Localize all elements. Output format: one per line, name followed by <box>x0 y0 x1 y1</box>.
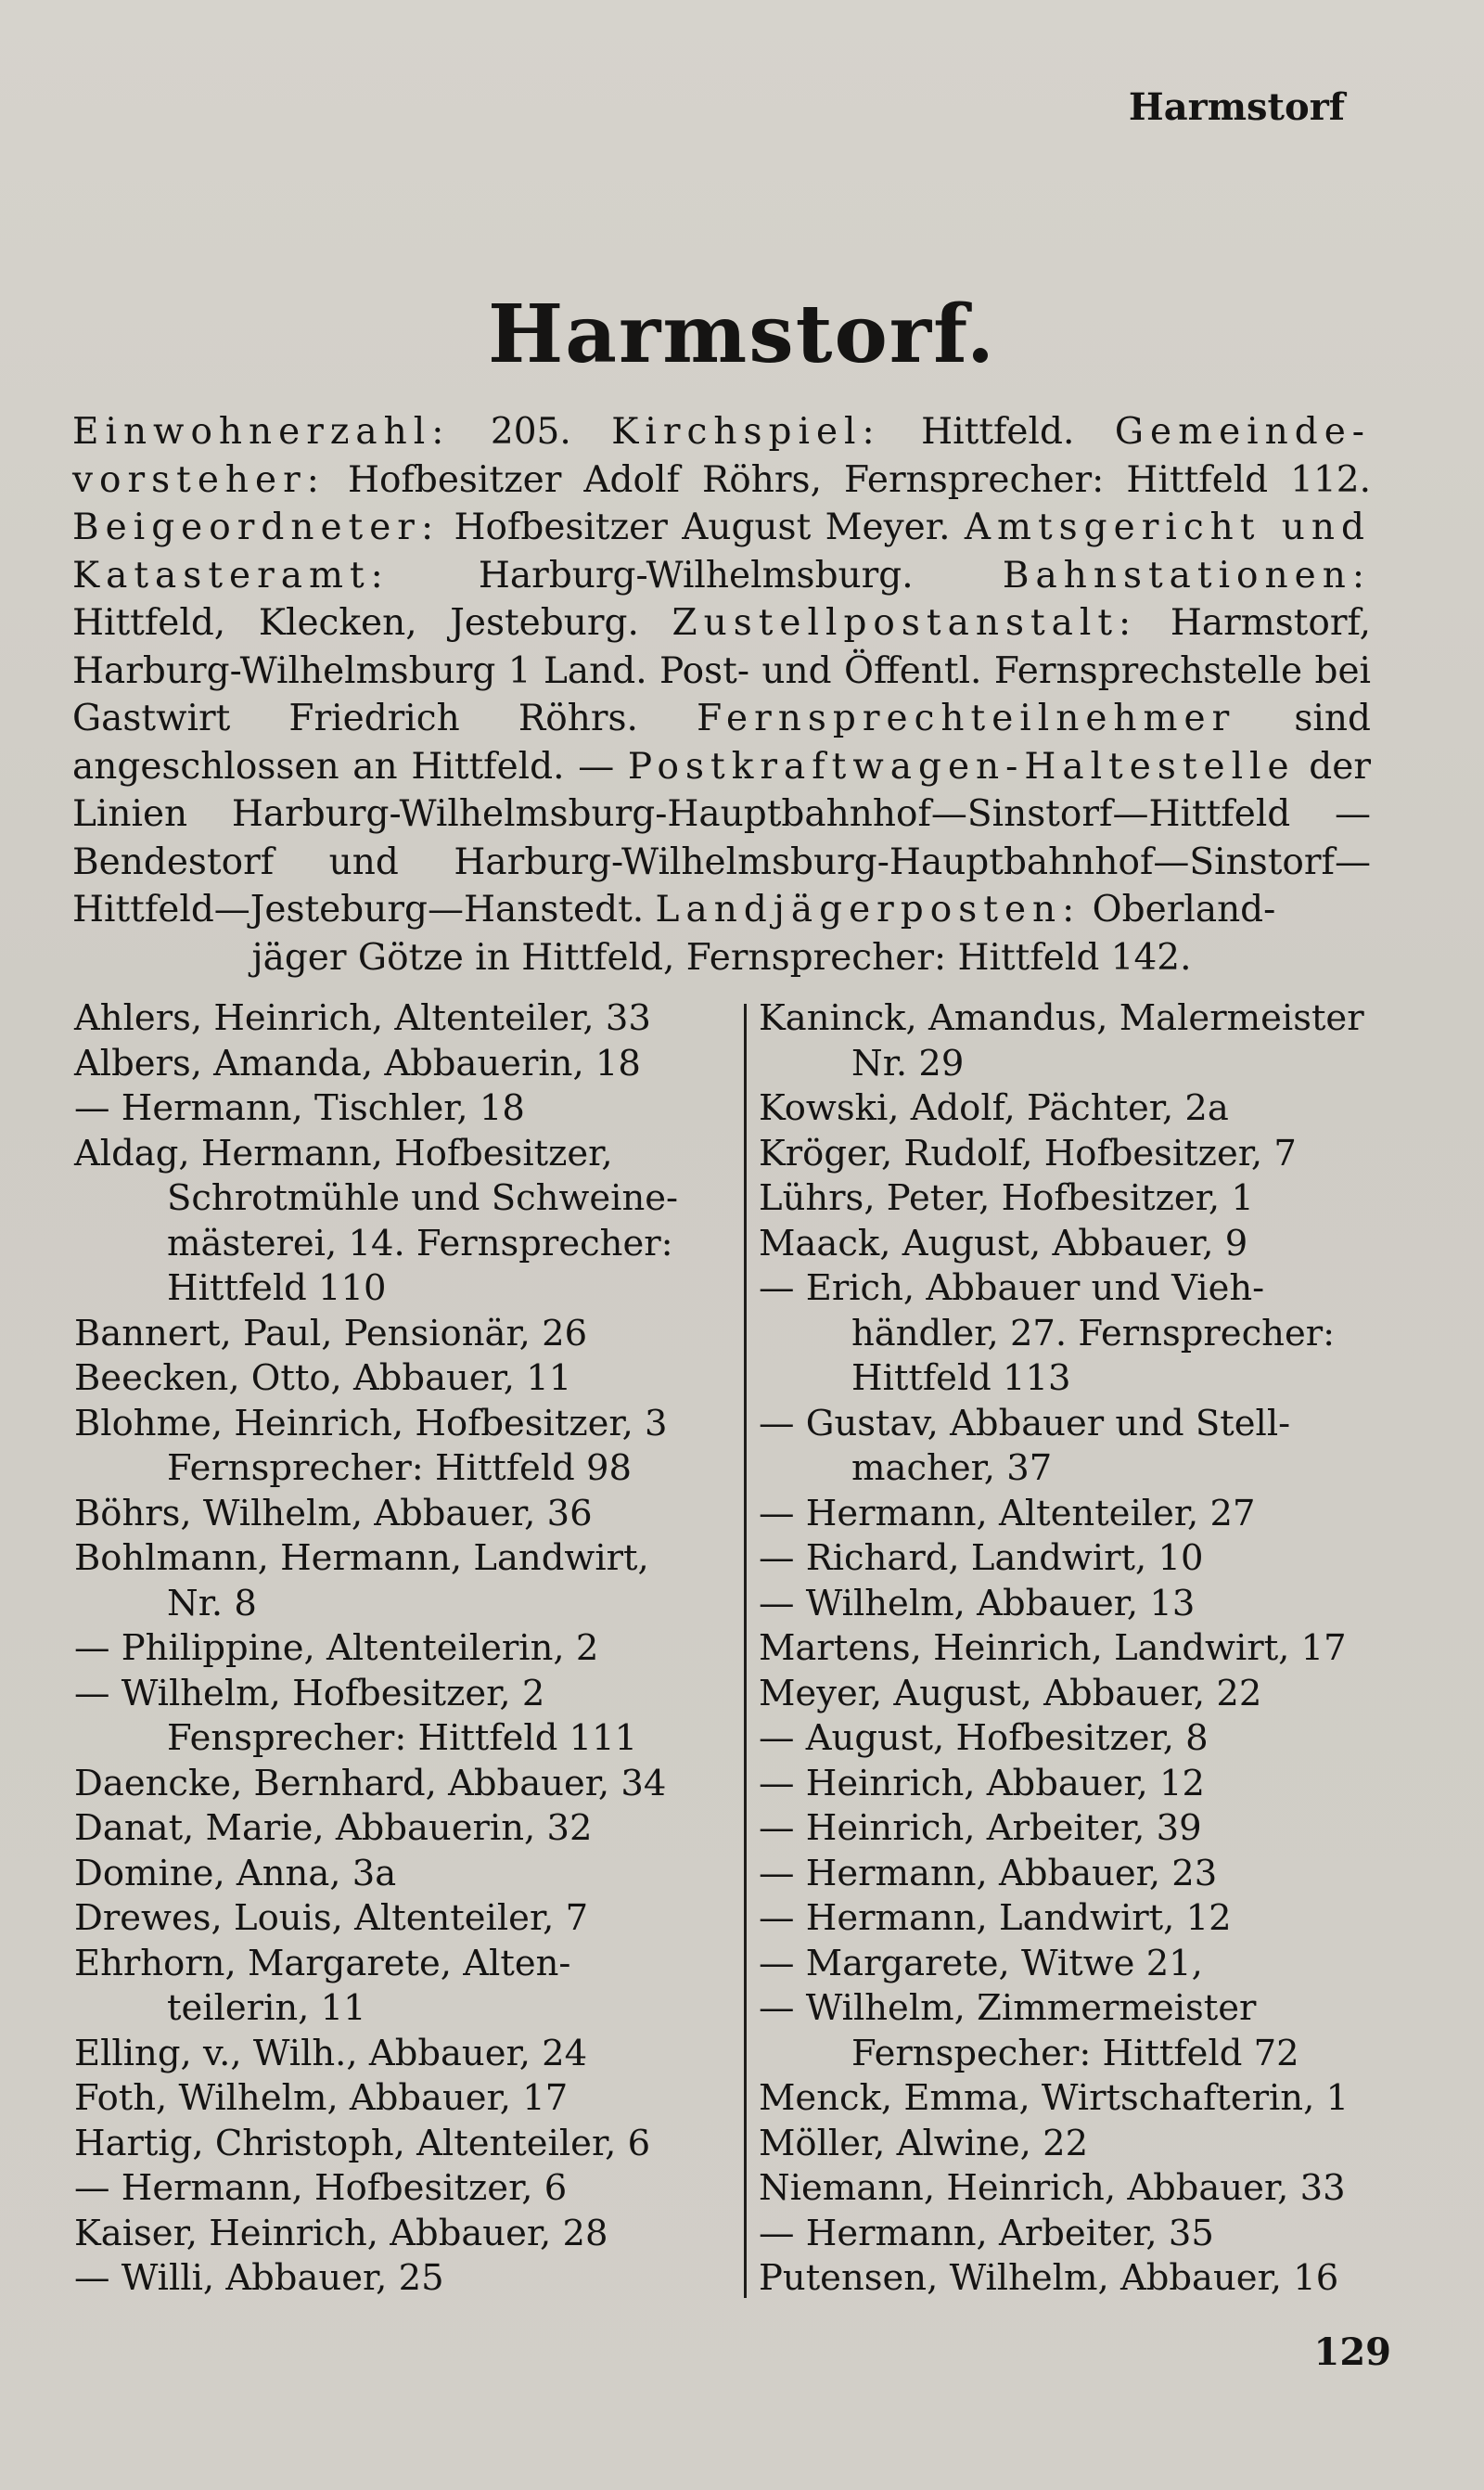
directory-entry <box>74 1356 723 1402</box>
entry-line: — Philippine, Altenteilerin, 2 <box>74 1627 599 1669</box>
directory-entry <box>74 1762 723 1807</box>
entry-line: — Hermann, Tischler, 18 <box>74 1087 525 1129</box>
directory-entry <box>74 2032 723 2077</box>
intro-text: jäger Götze in Hittfeld, Fernsprecher: Hittfeld 142. <box>251 936 1192 979</box>
intro-keyword: Gemeinde-vorsteher: <box>72 411 1371 501</box>
intro-text: sind angeschlossen an Hittfeld. — <box>72 698 1371 788</box>
directory-entry <box>759 1132 1408 1177</box>
directory-entry <box>759 1716 1408 1762</box>
entry-line: — Margarete, Witwe 21, <box>759 1942 1203 1984</box>
entry-line: — Erich, Abbauer und Vieh- <box>759 1267 1265 1309</box>
entry-line: Albers, Amanda, Abbauerin, 18 <box>74 1042 641 1085</box>
directory-entry <box>759 2212 1408 2257</box>
intro-keyword: Postkraftwagen-Haltestelle <box>627 745 1296 788</box>
entry-line: — Hermann, Altenteiler, 27 <box>759 1492 1256 1534</box>
directory-entry <box>759 1402 1408 1492</box>
entry-line: Martens, Heinrich, Landwirt, 17 <box>759 1627 1347 1669</box>
directory-entry <box>759 1222 1408 1267</box>
entry-line: — Wilhelm, Hofbesitzer, 2 <box>74 1672 545 1714</box>
entry-continuation: Hittfeld 113 <box>851 1357 1071 1399</box>
directory-entry <box>74 1492 723 1537</box>
directory-entry <box>74 1132 723 1312</box>
directory-entry <box>74 1042 723 1087</box>
entry-line: Blohme, Heinrich, Hofbesitzer, 3 <box>74 1402 668 1444</box>
intro-text: Harmstorf, Harburg-Wilhelmsburg 1 Land. Post- und Öffentl. Fernsprechstelle bei Gastwirt Friedrich Röhrs. <box>72 602 1371 739</box>
directory-entry <box>759 2076 1408 2122</box>
directory-entry <box>74 2212 723 2257</box>
directory-entry <box>759 1896 1408 1942</box>
page-number: 129 <box>1313 2330 1391 2374</box>
entry-line: — Hermann, Abbauer, 23 <box>759 1852 1218 1894</box>
entry-line: Meyer, August, Abbauer, 22 <box>759 1672 1262 1714</box>
entry-line: Bannert, Paul, Pensionär, 26 <box>74 1312 588 1354</box>
entry-line: Menck, Emma, Wirtschafterin, 1 <box>759 2077 1350 2119</box>
entry-line: Maack, August, Abbauer, 9 <box>759 1222 1248 1264</box>
directory-entry <box>759 1536 1408 1582</box>
entry-continuation: händler, 27. Fernsprecher: <box>851 1312 1336 1354</box>
directory-entry <box>74 1536 723 1626</box>
entry-line: Putensen, Wilhelm, Abbauer, 16 <box>759 2257 1339 2299</box>
entry-line: — Heinrich, Arbeiter, 39 <box>759 1807 1202 1849</box>
directory-entry <box>759 1942 1408 1987</box>
entry-line: Drewes, Louis, Altenteiler, 7 <box>74 1897 589 1939</box>
entry-continuation: Fernspecher: Hittfeld 72 <box>851 2032 1299 2074</box>
directory-entry <box>759 2166 1408 2212</box>
entry-line: Domine, Anna, 3a <box>74 1852 397 1894</box>
directory-entry <box>74 1806 723 1852</box>
left-column <box>74 996 723 2302</box>
entry-continuation: Fernsprecher: Hittfeld 98 <box>167 1447 632 1489</box>
intro-text: Oberland- <box>1081 889 1276 931</box>
directory-entry <box>74 1852 723 1897</box>
directory-entry <box>74 2166 723 2212</box>
directory-entry <box>74 1402 723 1492</box>
entry-line: — Heinrich, Abbauer, 12 <box>759 1762 1206 1804</box>
directory-entry <box>759 1582 1408 1627</box>
intro-line-0 <box>72 408 1371 934</box>
entry-line: — Willi, Abbauer, 25 <box>74 2257 444 2299</box>
intro-keyword: Zustellpostanstalt: <box>672 602 1138 644</box>
entry-line: Möller, Alwine, 22 <box>759 2122 1089 2164</box>
directory-entry <box>74 996 723 1042</box>
entry-line: Kaninck, Amandus, Malermeister <box>759 997 1364 1039</box>
intro-keyword: Fernsprechteilnehmer <box>697 698 1236 739</box>
entry-continuation: Nr. 8 <box>167 1582 257 1624</box>
entry-line: Ehrhorn, Margarete, Alten- <box>74 1942 571 1984</box>
entry-line: Beecken, Otto, Abbauer, 11 <box>74 1357 572 1399</box>
entry-continuation: Fensprecher: Hittfeld 111 <box>167 1717 638 1759</box>
directory-entry <box>74 2122 723 2167</box>
entry-line: Aldag, Hermann, Hofbesitzer, <box>74 1132 613 1174</box>
directory-entry <box>759 1762 1408 1807</box>
entry-line: Foth, Wilhelm, Abbauer, 17 <box>74 2077 569 2119</box>
entry-continuation: macher, 37 <box>851 1447 1053 1489</box>
directory-entry <box>759 1626 1408 1672</box>
directory-entry <box>759 996 1408 1086</box>
entry-line: Ahlers, Heinrich, Altenteiler, 33 <box>74 997 651 1039</box>
directory-entry <box>759 1806 1408 1852</box>
entry-line: — Richard, Landwirt, 10 <box>759 1537 1204 1579</box>
intro-keyword: Landjägerposten: <box>655 889 1081 931</box>
entry-continuation: teilerin, 11 <box>167 1987 366 2029</box>
entry-line: Lührs, Peter, Hofbesitzer, 1 <box>759 1177 1254 1219</box>
directory-entry <box>74 2076 723 2122</box>
entry-line: Niemann, Heinrich, Abbauer, 33 <box>759 2167 1346 2209</box>
entry-line: Kaiser, Heinrich, Abbauer, 28 <box>74 2212 608 2254</box>
directory-entry <box>74 1086 723 1132</box>
directory-entry <box>74 1312 723 1357</box>
entry-line: Danat, Marie, Abbauerin, 32 <box>74 1807 593 1849</box>
directory-entry <box>759 1492 1408 1537</box>
directory-entry <box>759 1086 1408 1132</box>
entry-line: — Hermann, Hofbesitzer, 6 <box>74 2167 568 2209</box>
directory-entry <box>759 2122 1408 2167</box>
intro-text: Hittfeld, Klecken, Jesteburg. <box>72 602 672 644</box>
entry-line: — Wilhelm, Zimmermeister <box>759 1987 1257 2029</box>
directory-entry <box>759 1176 1408 1222</box>
entry-line: Daencke, Bernhard, Abbauer, 34 <box>74 1762 667 1804</box>
running-head: Harmstorf <box>1128 85 1345 129</box>
intro-paragraph <box>72 408 1371 982</box>
entry-line: Elling, v., Wilh., Abbauer, 24 <box>74 2032 588 2074</box>
directory-entry <box>74 2256 723 2302</box>
entry-line: — Hermann, Arbeiter, 35 <box>759 2212 1214 2254</box>
directory-entry <box>74 1942 723 2032</box>
directory-entry <box>74 1896 723 1942</box>
intro-keyword: Amtsgericht und Katasteramt: <box>72 507 1372 597</box>
directory-entry <box>759 1266 1408 1402</box>
entry-continuation: Nr. 29 <box>851 1042 965 1085</box>
entry-continuation: Schrotmühle und Schweine- <box>167 1177 679 1219</box>
entry-line: — Wilhelm, Abbauer, 13 <box>759 1582 1196 1624</box>
intro-keyword: Einwohnerzahl: <box>72 411 451 453</box>
entry-continuation: mästerei, 14. Fernsprecher: <box>167 1222 673 1264</box>
intro-keyword: Beigeordneter: <box>72 507 441 548</box>
directory-entry <box>759 1672 1408 1717</box>
right-column <box>759 996 1408 2302</box>
intro-text: Hittfeld. <box>880 411 1115 453</box>
intro-text: Hofbesitzer August Meyer. <box>440 507 965 548</box>
directory-entry <box>759 1986 1408 2076</box>
entry-line: Böhrs, Wilhelm, Abbauer, 36 <box>74 1492 593 1534</box>
intro-text: 205. <box>450 411 612 453</box>
entry-line: — August, Hofbesitzer, 8 <box>759 1717 1209 1759</box>
intro-text: Harburg-Wilhelmsburg. <box>389 554 1003 597</box>
entry-continuation: Hittfeld 110 <box>167 1267 387 1309</box>
entry-line: Hartig, Christoph, Altenteiler, 6 <box>74 2122 651 2164</box>
directory-entry <box>759 2256 1408 2302</box>
entry-line: — Gustav, Abbauer und Stell- <box>759 1402 1291 1444</box>
directory-entry <box>74 1626 723 1672</box>
intro-keyword: Bahnstationen: <box>1002 554 1371 597</box>
entry-line: — Hermann, Landwirt, 12 <box>759 1897 1232 1939</box>
page-title: Harmstorf. <box>488 288 996 381</box>
intro-line-1 <box>72 934 1371 982</box>
column-divider <box>744 1004 747 2298</box>
entry-line: Bohlmann, Hermann, Landwirt, <box>74 1537 649 1579</box>
directory-entry <box>74 1672 723 1762</box>
entry-line: Kowski, Adolf, Pächter, 2a <box>759 1087 1229 1129</box>
entry-line: Kröger, Rudolf, Hofbesitzer, 7 <box>759 1132 1297 1174</box>
intro-text: Hofbesitzer Adolf Röhrs, Fernsprecher: Hittfeld 112. <box>325 458 1371 501</box>
directory-entry <box>759 1852 1408 1897</box>
intro-text: der Linien Harburg-Wilhelmsburg-Hauptbahnhof—Sinstorf—Hittfeld —Bendestorf und Harburg-Wilhelmsburg-Hauptbahnhof—Sinstorf— Hittfeld—Jesteburg—Hanstedt. <box>72 745 1371 931</box>
intro-keyword: Kirchspiel: <box>611 411 881 453</box>
